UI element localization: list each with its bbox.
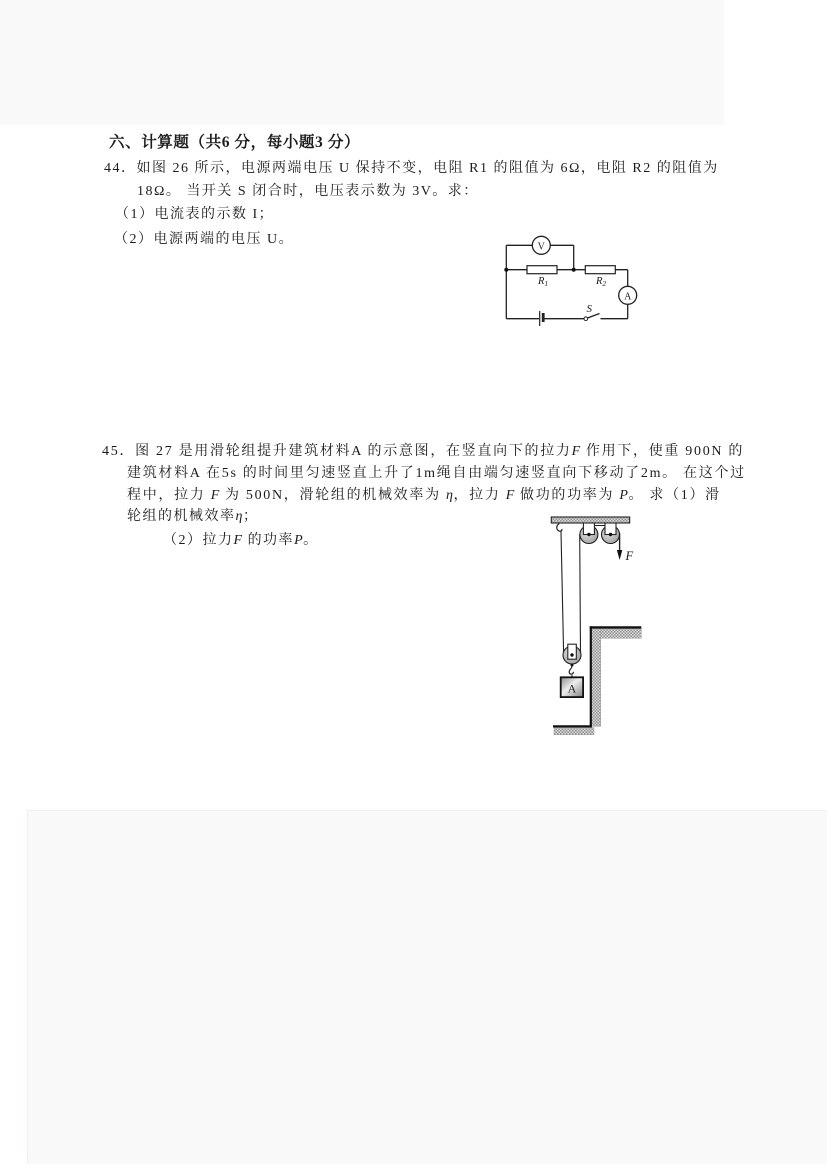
- text-segment: （2）拉力: [163, 533, 234, 548]
- pulley-bracket: [605, 523, 616, 535]
- variable-F: F: [505, 488, 515, 503]
- load-hook-icon: [569, 666, 573, 674]
- variable-P: P: [294, 533, 304, 548]
- problem45-line3: [127, 485, 721, 507]
- problem44-item1: （1）电流表的示数 I；: [115, 207, 275, 222]
- ammeter: [619, 286, 637, 304]
- problem44-item2: （2）电源两端的电压 U。: [114, 232, 295, 247]
- text-segment: 的功率: [242, 533, 295, 548]
- text-segment: 45．图 27 是用滑轮组提升建筑材料A 的示意图，在竖直向下的拉力: [102, 444, 572, 459]
- battery: [540, 311, 544, 326]
- resistor-r1: [527, 266, 557, 288]
- variable-F: F: [571, 444, 581, 459]
- wall-hatch: [592, 629, 601, 727]
- text-segment: 为 500N，滑轮组的机械效率为: [219, 488, 446, 503]
- pulley-bracket: [568, 644, 577, 659]
- movable-pulley: [563, 644, 581, 677]
- ceiling-hook-icon: [557, 524, 562, 532]
- force-arrow: [617, 549, 634, 563]
- problem45-line2: [127, 463, 746, 485]
- axle-dot: [570, 653, 573, 656]
- circuit-wires: [506, 245, 627, 318]
- svg-text:R1: R1: [538, 276, 549, 288]
- svg-text:R2: R2: [596, 276, 607, 288]
- text-segment: ；: [242, 509, 259, 524]
- variable-F: F: [233, 533, 243, 548]
- force-label: F: [625, 549, 634, 563]
- text-segment: 。 求（1）滑: [628, 488, 721, 503]
- text-segment: 。: [303, 533, 319, 548]
- variable-eta: η: [235, 509, 243, 524]
- text-segment: 建筑材料A 在5s 的时间里匀速竖直上升了1m绳自由端匀速竖直向下移动了2m。 在这个过: [127, 466, 746, 481]
- text-segment: 做功的功率为: [514, 488, 620, 503]
- block-a: [561, 677, 583, 697]
- ammeter-label: A: [624, 291, 632, 303]
- resistor-r2: [585, 266, 615, 288]
- text-segment: ，拉力: [453, 488, 506, 503]
- axle-dot: [609, 533, 612, 536]
- problem45-line1: [102, 441, 744, 463]
- variable-eta: η: [445, 488, 454, 503]
- variable-P: P: [619, 488, 629, 503]
- figure-circuit-diagram: [495, 227, 640, 327]
- problem45-line4: [127, 506, 258, 528]
- block-label: A: [567, 681, 577, 696]
- text-segment: 程中，拉力: [127, 488, 211, 503]
- figure-pulley-system: [545, 508, 657, 740]
- problem44-line1: 44．如图 26 所示，电源两端电压 U 保持不变，电阻 R1 的阻值为 6Ω，电阻 R2 的阻值为: [104, 161, 719, 176]
- axle-dot: [587, 533, 590, 536]
- problem44-line2: 18Ω。 当开关 S 闭合时，电压表示数为 3V。求：: [137, 184, 479, 199]
- section-heading: 六、计算题（共6 分，每小题3 分）: [109, 134, 361, 151]
- voltmeter: [532, 236, 550, 254]
- floor-hatch: [554, 728, 594, 735]
- arrowhead-down: [617, 550, 622, 560]
- pulley-bracket: [583, 523, 594, 535]
- text-segment: 作用下，使重 900N 的: [580, 444, 745, 459]
- text-segment: 轮组的机械效率: [127, 509, 236, 524]
- voltmeter-label: V: [537, 241, 545, 253]
- switch-label: S: [586, 303, 592, 315]
- switch: [584, 303, 600, 321]
- problem45-item2: [163, 530, 319, 552]
- previous-page-remnant: [0, 0, 724, 125]
- next-page-top: [27, 810, 827, 1164]
- variable-F: F: [210, 488, 220, 503]
